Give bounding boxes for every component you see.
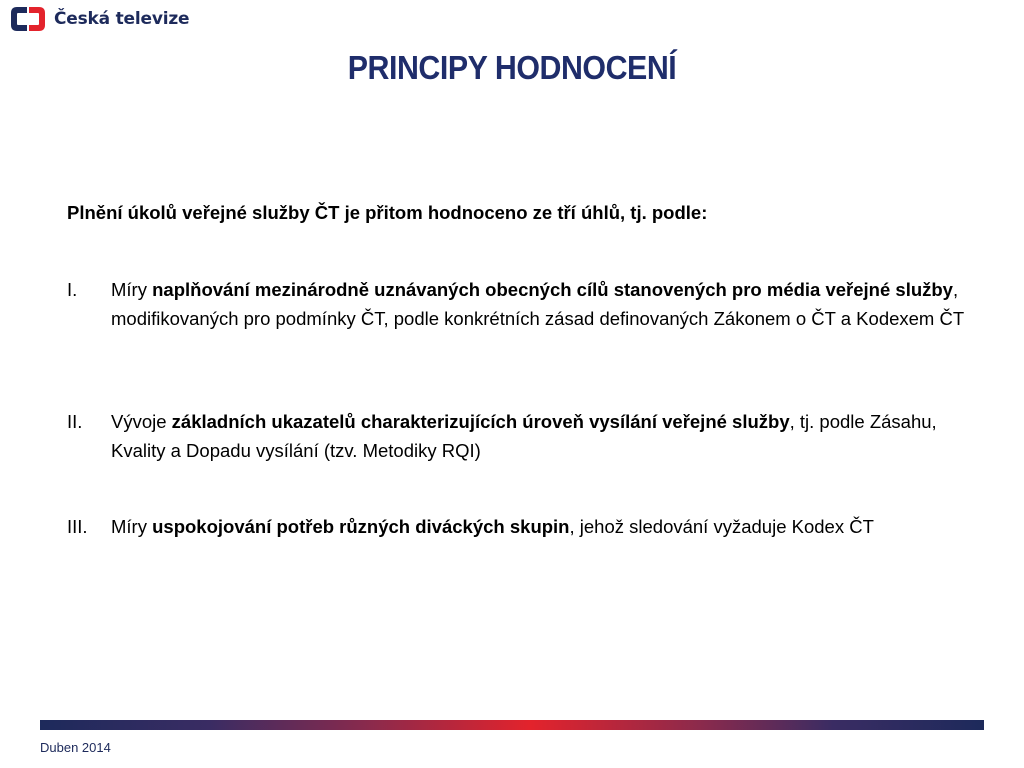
footer-date: Duben 2014	[40, 740, 111, 755]
item-emphasis: uspokojování potřeb různých diváckých skupin	[152, 516, 570, 537]
item-number: I.	[67, 279, 78, 300]
item-body: Míry naplňování mezinárodně uznávaných obecných cílů stanovených pro média veřejné služby, modifikovaných pro podmínky ČT, podle konkrétních zásad definovaných Zákonem o ČT a Kodexem ČT	[111, 279, 965, 329]
ct-logo	[8, 4, 189, 34]
list-item-3	[67, 512, 967, 541]
page-title: PRINCIPY HODNOCENÍ	[347, 49, 677, 86]
item-number: III.	[67, 516, 88, 537]
footer-gradient-bar	[40, 720, 984, 730]
list-item-1	[67, 275, 967, 333]
list-item-2	[67, 407, 967, 465]
item-number: II.	[67, 411, 83, 432]
item-body: Míry uspokojování potřeb různých diváckých skupin, jehož sledování vyžaduje Kodex ČT	[111, 516, 874, 537]
ct-logo-icon	[8, 4, 48, 34]
logo-text: Česká televize	[54, 9, 190, 29]
item-emphasis: naplňování mezinárodně uznávaných obecných cílů stanovených pro média veřejné služby	[152, 279, 953, 300]
intro-text: Plnění úkolů veřejné služby ČT je přitom hodnoceno ze tří úhlů, tj. podle:	[67, 202, 708, 223]
item-body: Vývoje základních ukazatelů charakterizujících úroveň vysílání veřejné služby, tj. podle Zásahu, Kvality a Dopadu vysílání (tzv. Metodiky RQI)	[111, 411, 937, 461]
item-emphasis: základních ukazatelů charakterizujících úroveň vysílání veřejné služby	[171, 411, 790, 432]
